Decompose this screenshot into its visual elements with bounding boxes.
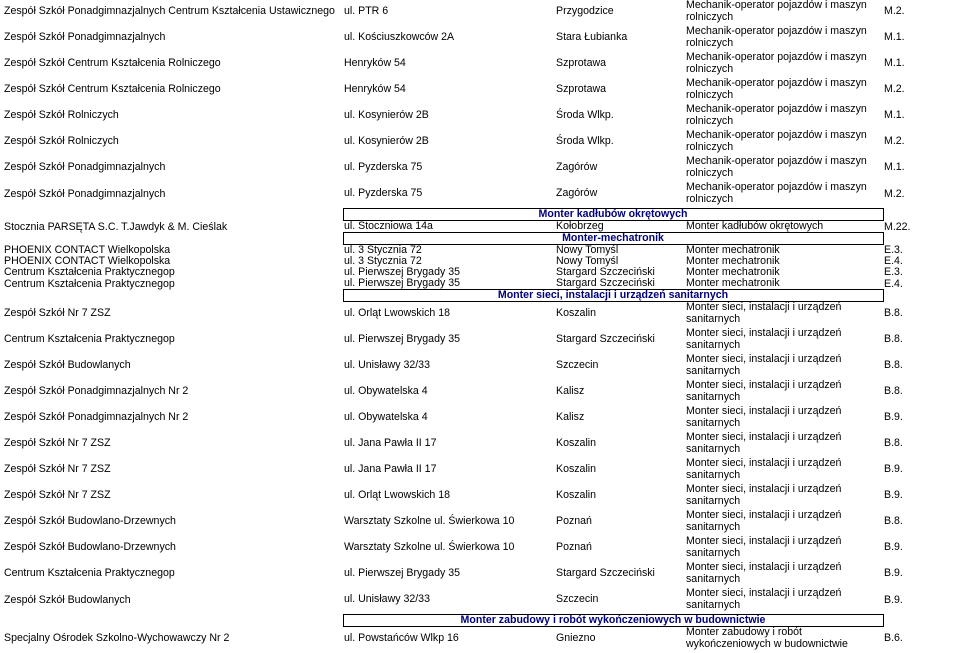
table-row [3, 221, 959, 233]
qualification-cell: B.8. [883, 432, 959, 458]
city-cell: Szprotawa [555, 52, 685, 78]
city-cell: Zagórów [555, 156, 685, 182]
section-spacer-cell [883, 615, 959, 627]
school-name-cell: Zespół Szkół Centrum Kształcenia Rolniczego [3, 78, 343, 104]
section-spacer-cell [883, 209, 959, 221]
address-cell: ul. Kosynierów 2B [343, 104, 555, 130]
qualification-cell: B.8. [883, 510, 959, 536]
profession-cell: Monter mechatronik [685, 256, 883, 267]
table-row [3, 130, 959, 156]
section-title: Monter sieci, instalacji i urządzeń sanitarnych [343, 290, 883, 302]
profession-cell: Monter mechatronik [685, 278, 883, 290]
city-cell: Stargard Szczeciński [555, 267, 685, 278]
school-name-cell: Zespół Szkół Ponadgimnazjalnych [3, 26, 343, 52]
table-row [3, 432, 959, 458]
section-header-row [3, 233, 959, 245]
table-row [3, 52, 959, 78]
table-row [3, 0, 959, 26]
qualification-cell: E.3. [883, 267, 959, 278]
address-cell: ul. Jana Pawła II 17 [343, 458, 555, 484]
qualification-cell: M.1. [883, 26, 959, 52]
address-cell: Henryków 54 [343, 78, 555, 104]
address-cell: ul. 3 Stycznia 72 [343, 256, 555, 267]
school-name-cell: Centrum Kształcenia Praktycznegop [3, 328, 343, 354]
qualification-cell: M.2. [883, 78, 959, 104]
table-row [3, 302, 959, 329]
profession-cell: Monter sieci, instalacji i urządzeń sanitarnych [685, 380, 883, 406]
table-row [3, 380, 959, 406]
address-cell: Warsztaty Szkolne ul. Świerkowa 10 [343, 536, 555, 562]
section-header-row [3, 209, 959, 221]
profession-cell: Monter sieci, instalacji i urządzeń sanitarnych [685, 432, 883, 458]
city-cell: Koszalin [555, 302, 685, 329]
city-cell: Nowy Tomyśl [555, 256, 685, 267]
school-name-cell: Centrum Kształcenia Praktycznegop [3, 278, 343, 290]
qualification-cell: B.9. [883, 484, 959, 510]
address-cell: ul. Kosynierów 2B [343, 130, 555, 156]
table-row [3, 510, 959, 536]
table-row [3, 156, 959, 182]
city-cell: Zagórów [555, 182, 685, 209]
table-row [3, 458, 959, 484]
address-cell: ul. Pierwszej Brygady 35 [343, 328, 555, 354]
city-cell: Poznań [555, 536, 685, 562]
table-row [3, 78, 959, 104]
qualification-cell: B.8. [883, 380, 959, 406]
school-name-cell: Zespół Szkół Ponadgimnazjalnych [3, 156, 343, 182]
table-row [3, 354, 959, 380]
profession-cell: Monter zabudowy i robót wykończeniowych w budownictwie [685, 627, 883, 653]
table-row [3, 256, 959, 267]
profession-cell: Monter kadłubów okrętowych [685, 221, 883, 233]
profession-cell: Mechanik-operator pojazdów i maszyn rolniczych [685, 182, 883, 209]
table-row [3, 328, 959, 354]
school-name-cell: Zespół Szkół Nr 7 ZSZ [3, 302, 343, 329]
address-cell: ul. PTR 6 [343, 0, 555, 26]
city-cell: Środa Wlkp. [555, 104, 685, 130]
table-row [3, 406, 959, 432]
qualification-cell: B.9. [883, 562, 959, 588]
section-header-row [3, 290, 959, 302]
school-name-cell: Zespół Szkół Nr 7 ZSZ [3, 484, 343, 510]
qualification-cell: B.9. [883, 536, 959, 562]
profession-cell: Mechanik-operator pojazdów i maszyn rolniczych [685, 78, 883, 104]
school-name-cell: Zespół Szkół Budowlanych [3, 354, 343, 380]
section-spacer-cell [3, 209, 343, 221]
city-cell: Kołobrzeg [555, 221, 685, 233]
qualification-cell: M.2. [883, 182, 959, 209]
city-cell: Koszalin [555, 432, 685, 458]
table-row [3, 245, 959, 257]
section-title: Monter-mechatronik [343, 233, 883, 245]
section-spacer-cell [883, 233, 959, 245]
table-row [3, 627, 959, 653]
address-cell: ul. Jana Pawła II 17 [343, 432, 555, 458]
city-cell: Kalisz [555, 380, 685, 406]
qualification-cell: B.9. [883, 406, 959, 432]
table-row [3, 267, 959, 278]
profession-cell: Monter sieci, instalacji i urządzeń sanitarnych [685, 302, 883, 329]
address-cell: ul. Unisławy 32/33 [343, 354, 555, 380]
qualification-cell: B.6. [883, 627, 959, 653]
section-spacer-cell [3, 233, 343, 245]
address-cell: ul. Powstańców Wlkp 16 [343, 627, 555, 653]
table-row [3, 26, 959, 52]
profession-cell: Mechanik-operator pojazdów i maszyn rolniczych [685, 26, 883, 52]
address-cell: ul. Pierwszej Brygady 35 [343, 267, 555, 278]
city-cell: Szprotawa [555, 78, 685, 104]
qualification-cell: B.8. [883, 328, 959, 354]
school-name-cell: Specjalny Ośrodek Szkolno-Wychowawczy Nr 2 [3, 627, 343, 653]
profession-cell: Monter sieci, instalacji i urządzeń sanitarnych [685, 562, 883, 588]
table-row [3, 562, 959, 588]
school-name-cell: Centrum Kształcenia Praktycznegop [3, 267, 343, 278]
profession-cell: Monter sieci, instalacji i urządzeń sanitarnych [685, 354, 883, 380]
qualification-cell: E.4. [883, 278, 959, 290]
profession-cell: Monter sieci, instalacji i urządzeń sanitarnych [685, 510, 883, 536]
profession-cell: Monter sieci, instalacji i urządzeń sanitarnych [685, 328, 883, 354]
profession-cell: Mechanik-operator pojazdów i maszyn rolniczych [685, 104, 883, 130]
city-cell: Szczecin [555, 588, 685, 615]
profession-cell: Monter sieci, instalacji i urządzeń sanitarnych [685, 406, 883, 432]
section-spacer-cell [883, 290, 959, 302]
qualification-cell: B.9. [883, 588, 959, 615]
table-row [3, 182, 959, 209]
address-cell: ul. Unisławy 32/33 [343, 588, 555, 615]
address-cell: ul. Obywatelska 4 [343, 406, 555, 432]
address-cell: ul. Pyzderska 75 [343, 182, 555, 209]
school-name-cell: PHOENIX CONTACT Wielkopolska [3, 256, 343, 267]
city-cell: Poznań [555, 510, 685, 536]
profession-cell: Mechanik-operator pojazdów i maszyn rolniczych [685, 130, 883, 156]
school-name-cell: Stocznia PARSĘTA S.C. T.Jawdyk & M. Cieślak [3, 221, 343, 233]
section-spacer-cell [3, 290, 343, 302]
table-row [3, 104, 959, 130]
city-cell: Stargard Szczeciński [555, 328, 685, 354]
school-name-cell: Zespół Szkół Budowlano-Drzewnych [3, 510, 343, 536]
city-cell: Stargard Szczeciński [555, 278, 685, 290]
qualification-cell: B.8. [883, 354, 959, 380]
school-name-cell: Zespół Szkół Ponadgimnazjalnych Centrum Kształcenia Ustawicznego [3, 0, 343, 26]
address-cell: ul. Pyzderska 75 [343, 156, 555, 182]
address-cell: ul. Orląt Lwowskich 18 [343, 302, 555, 329]
school-name-cell: Zespół Szkół Ponadgimnazjalnych Nr 2 [3, 406, 343, 432]
address-cell: ul. Obywatelska 4 [343, 380, 555, 406]
table-row [3, 536, 959, 562]
school-name-cell: Zespół Szkół Rolniczych [3, 130, 343, 156]
school-name-cell: Zespół Szkół Ponadgimnazjalnych Nr 2 [3, 380, 343, 406]
city-cell: Koszalin [555, 458, 685, 484]
city-cell: Nowy Tomyśl [555, 245, 685, 257]
section-title: Monter kadłubów okrętowych [343, 209, 883, 221]
school-name-cell: Zespół Szkół Budowlano-Drzewnych [3, 536, 343, 562]
school-name-cell: Zespół Szkół Budowlanych [3, 588, 343, 615]
table-row [3, 278, 959, 290]
qualification-cell: E.4. [883, 256, 959, 267]
address-cell: Warsztaty Szkolne ul. Świerkowa 10 [343, 510, 555, 536]
profession-cell: Monter sieci, instalacji i urządzeń sanitarnych [685, 588, 883, 615]
city-cell: Środa Wlkp. [555, 130, 685, 156]
table-row [3, 484, 959, 510]
address-cell: ul. Orląt Lwowskich 18 [343, 484, 555, 510]
city-cell: Przygodzice [555, 0, 685, 26]
profession-cell: Mechanik-operator pojazdów i maszyn rolniczych [685, 156, 883, 182]
profession-cell: Monter sieci, instalacji i urządzeń sanitarnych [685, 484, 883, 510]
table-row [3, 588, 959, 615]
profession-cell: Monter sieci, instalacji i urządzeń sanitarnych [685, 536, 883, 562]
section-title: Monter zabudowy i robót wykończeniowych w budownictwie [343, 615, 883, 627]
qualification-cell: B.9. [883, 458, 959, 484]
city-cell: Szczecin [555, 354, 685, 380]
school-name-cell: Zespół Szkół Ponadgimnazjalnych [3, 182, 343, 209]
school-name-cell: Centrum Kształcenia Praktycznegop [3, 562, 343, 588]
qualification-cell: B.8. [883, 302, 959, 329]
qualification-cell: E.3. [883, 245, 959, 257]
city-cell: Stara Łubianka [555, 26, 685, 52]
address-cell: ul. 3 Stycznia 72 [343, 245, 555, 257]
school-name-cell: Zespół Szkół Rolniczych [3, 104, 343, 130]
city-cell: Koszalin [555, 484, 685, 510]
school-name-cell: Zespół Szkół Nr 7 ZSZ [3, 458, 343, 484]
section-spacer-cell [3, 615, 343, 627]
school-offer-table [3, 0, 959, 653]
profession-cell: Mechanik-operator pojazdów i maszyn rolniczych [685, 52, 883, 78]
school-name-cell: PHOENIX CONTACT Wielkopolska [3, 245, 343, 257]
school-name-cell: Zespół Szkół Nr 7 ZSZ [3, 432, 343, 458]
address-cell: Henryków 54 [343, 52, 555, 78]
city-cell: Kalisz [555, 406, 685, 432]
address-cell: ul. Stoczniowa 14a [343, 221, 555, 233]
qualification-cell: M.1. [883, 52, 959, 78]
qualification-cell: M.2. [883, 0, 959, 26]
profession-cell: Monter mechatronik [685, 245, 883, 257]
profession-cell: Monter mechatronik [685, 267, 883, 278]
qualification-cell: M.1. [883, 156, 959, 182]
address-cell: ul. Pierwszej Brygady 35 [343, 278, 555, 290]
city-cell: Stargard Szczeciński [555, 562, 685, 588]
qualification-cell: M.22. [883, 221, 959, 233]
qualification-cell: M.2. [883, 130, 959, 156]
section-header-row [3, 615, 959, 627]
address-cell: ul. Kościuszkowców 2A [343, 26, 555, 52]
address-cell: ul. Pierwszej Brygady 35 [343, 562, 555, 588]
profession-cell: Mechanik-operator pojazdów i maszyn rolniczych [685, 0, 883, 26]
profession-cell: Monter sieci, instalacji i urządzeń sanitarnych [685, 458, 883, 484]
table-body [3, 0, 959, 653]
school-name-cell: Zespół Szkół Centrum Kształcenia Rolniczego [3, 52, 343, 78]
city-cell: Gniezno [555, 627, 685, 653]
qualification-cell: M.1. [883, 104, 959, 130]
